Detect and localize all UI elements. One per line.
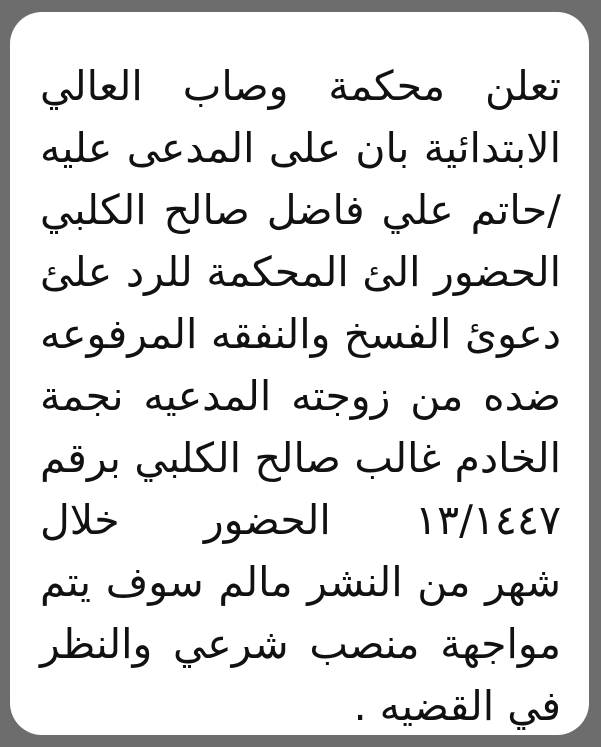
notice-card [10, 12, 589, 735]
notice-line-10: مواجهة منصب شرعي والنظر [40, 620, 561, 668]
notice-line-1: تعلن محكمة وصاب العالي [40, 62, 561, 110]
notice-line-9: شهر من النشر مالم سوف يتم [40, 558, 561, 606]
notice-line-4: الحضور الئ المحكمة للرد علئ [40, 248, 561, 296]
notice-line-7: الخادم غالب صالح الكلبي برقم [40, 434, 561, 482]
notice-line-5: دعوئ الفسخ والنفقه المرفوعه [40, 310, 561, 358]
court-notice-text [40, 55, 561, 737]
notice-line-11: في القضيه . [353, 682, 561, 730]
notice-line-6: ضده من زوجته المدعيه نجمة [40, 372, 561, 420]
notice-line-3: /حاتم علي فاضل صالح الكلبي [40, 186, 561, 234]
notice-line-8: ١٣/١٤٤٧ الحضور خلال [40, 496, 561, 544]
notice-line-2: الابتدائية بان على المدعى عليه [40, 124, 561, 172]
